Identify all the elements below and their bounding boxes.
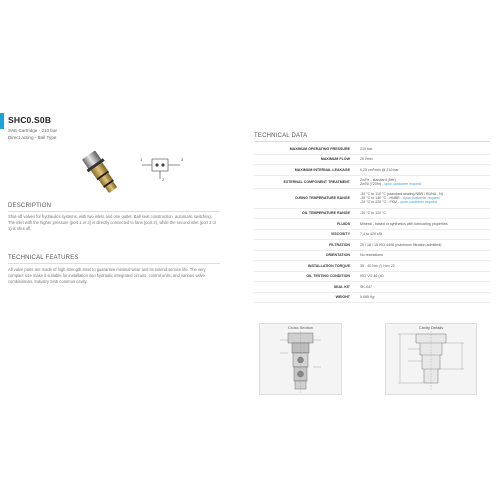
row-value-line: Zn/Fe - standard (5Hr) xyxy=(360,177,396,182)
row-value-text: -20 °C to 225 °C - FKM xyxy=(360,200,399,204)
product-code: SHC0.S0B xyxy=(8,115,52,125)
table-row xyxy=(254,144,490,155)
table-row xyxy=(254,176,490,189)
table-row xyxy=(254,251,490,262)
row-value xyxy=(360,192,490,204)
port-3-label: 3 xyxy=(181,157,184,162)
table-row xyxy=(254,209,490,220)
description-text: Shut-off valves for hydraulics systems, with two inlets and one outlet. Ball seat construction, automatic switching. The inlet with the higher pressure (port 1 or 3) is directly connected to fans (port 2), while the second inlet (port 3 or 1) is shut off. xyxy=(8,214,217,231)
technical-features-text: All valve parts are made of high strength steel to guarantee minimal wear and its extend service life. The very compact size make it suitable for installation into hydraulic integrated circuits, control units, and various valve combinations. Industry SAE common cavity. xyxy=(8,267,206,284)
row-value: 0,25 cm³/min @ 210 bar xyxy=(360,167,399,172)
row-label: VISCOSITY xyxy=(330,232,350,237)
table-row xyxy=(254,261,490,272)
product-image xyxy=(70,150,130,200)
table-row xyxy=(254,165,490,176)
row-label: O-RING TEMPERATURE RANGE xyxy=(294,196,350,200)
table-row xyxy=(254,230,490,241)
row-value: -30 °C to 110 °C xyxy=(360,211,386,216)
product-subtitle-1: SAE Cartridge - 210 bar xyxy=(8,128,58,133)
cross-section-panel xyxy=(259,323,342,395)
row-label: OIL TEMPERATURE RANGE xyxy=(302,211,350,216)
cross-section-title: Cross Section xyxy=(288,325,313,330)
accent-bar xyxy=(0,113,4,129)
row-label: MAXIMUM INTERNAL LEAKAGE xyxy=(294,167,350,172)
row-value: 35 - 40 Nm (”) Hex 22 xyxy=(360,263,395,268)
row-label: OIL TESTING CONDITION xyxy=(306,274,350,279)
row-label: WEIGHT xyxy=(335,295,350,300)
row-value xyxy=(360,178,490,186)
table-row xyxy=(254,293,490,304)
row-value: ISO VG 46 (40 xyxy=(360,274,384,279)
table-row xyxy=(254,219,490,230)
divider xyxy=(8,211,220,212)
row-value: 0,065 Kg xyxy=(360,295,375,300)
row-value-note: - upon customer request xyxy=(398,200,437,204)
row-label: MAXIMUM FLOW xyxy=(320,157,350,162)
row-value: Mineral - based or synthetics with lubricating properties xyxy=(360,221,448,226)
table-row xyxy=(254,282,490,293)
row-value-note: - upon customer request xyxy=(400,196,440,200)
row-value-line: -30 °C to 110 °C (standard sealing NBR / BUNA - N) xyxy=(360,192,443,196)
divider xyxy=(254,141,490,142)
port-1-label: 1 xyxy=(140,157,143,162)
row-value: 20 / 18 / 15 ISO 4406 (maximum filtration admitted) xyxy=(360,242,442,247)
row-value: SK-047 xyxy=(360,284,372,289)
cross-section-drawing xyxy=(260,331,341,393)
row-label: ORIENTATION xyxy=(325,253,350,258)
row-label: EXTERNAL COMPONENT TREATMENT xyxy=(283,179,350,184)
row-label: SEAL KIT xyxy=(333,284,350,289)
row-value-text: -25 °C to 140 °C - HNBR xyxy=(360,196,401,200)
description-heading: DESCRIPTION xyxy=(8,203,52,209)
divider xyxy=(8,263,220,264)
row-label: FLUIDS xyxy=(337,221,350,226)
row-value-note: - upon customer request xyxy=(382,181,422,186)
row-value: 7,4 to 420 cSt xyxy=(360,232,383,237)
technical-data-heading: TECHNICAL DATA xyxy=(254,133,308,139)
row-label: MAXIMUM OPERATING PRESSURE xyxy=(289,146,350,151)
hydraulic-symbol xyxy=(140,155,185,185)
table-row xyxy=(254,272,490,283)
row-value: 20 l/min xyxy=(360,157,373,162)
cavity-details-title: Cavity Details xyxy=(418,325,444,330)
row-label: FILTRATION xyxy=(329,242,350,247)
row-value: No restrictions xyxy=(360,253,383,258)
product-subtitle-2: Direct acting - Ball Type xyxy=(8,135,57,140)
row-value: 210 bar xyxy=(360,146,373,151)
port-2-label: 2 xyxy=(162,177,165,182)
table-row xyxy=(254,240,490,251)
row-value-line xyxy=(360,200,490,204)
cavity-details-drawing xyxy=(386,331,476,393)
technical-features-heading: TECHNICAL FEATURES xyxy=(8,255,79,261)
row-value-text: Zn/Ni (720hr) xyxy=(360,181,383,186)
row-value-line xyxy=(360,182,490,186)
cavity-details-panel xyxy=(385,323,477,395)
table-row xyxy=(254,155,490,166)
table-row xyxy=(254,189,490,209)
technical-data-table xyxy=(254,144,490,303)
row-label: INSTALLATION TORQUE xyxy=(307,263,350,268)
